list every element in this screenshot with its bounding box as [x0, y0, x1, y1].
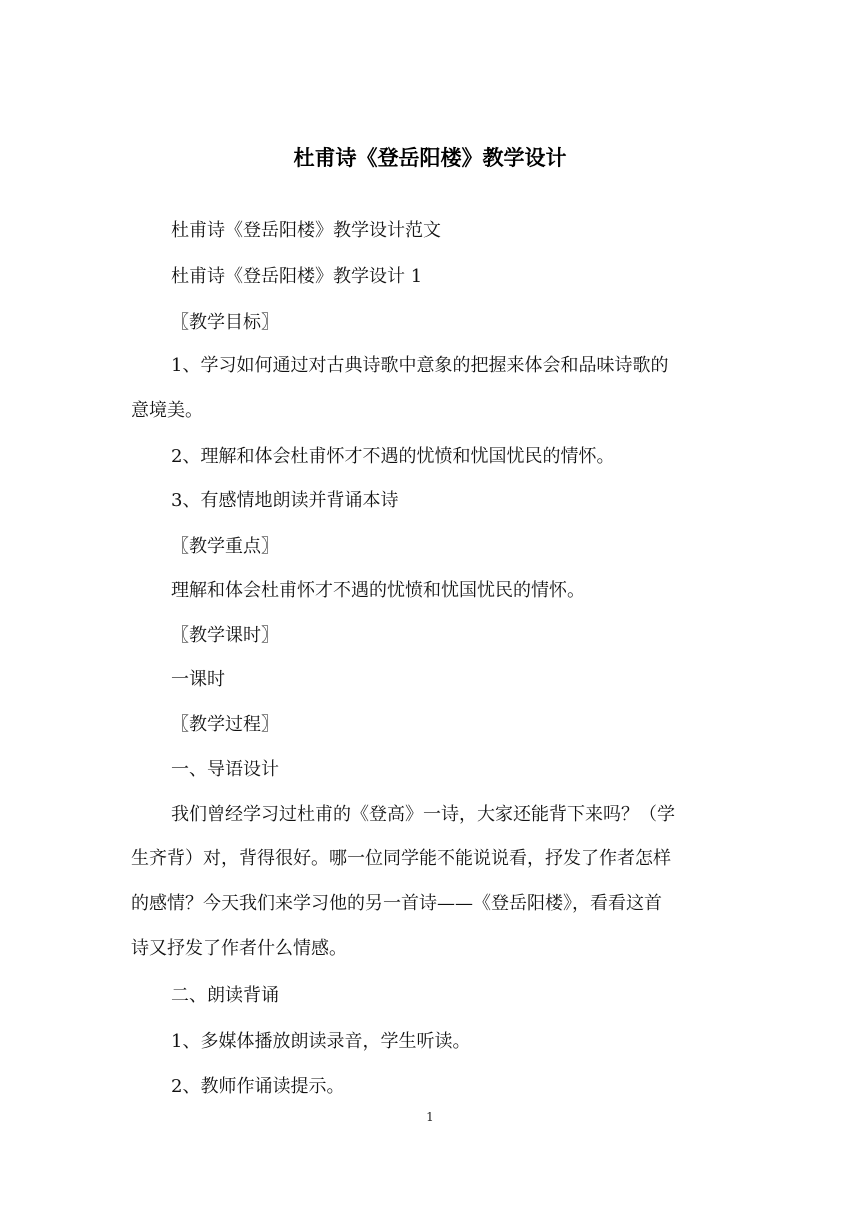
reading-step-2: 2、教师作诵读提示。: [171, 1076, 345, 1097]
focus-text: 理解和体会杜甫怀才不遇的忧愤和忧国忧民的情怀。: [171, 580, 585, 601]
heading-teaching-process: 〖教学过程〗: [171, 714, 279, 735]
goal-2: 2、理解和体会杜甫怀才不遇的忧愤和忧国忧民的情怀。: [171, 446, 615, 467]
reading-step-1: 1、多媒体播放朗读录音，学生听读。: [171, 1031, 471, 1052]
intro-paragraph-line-1: 我们曾经学习过杜甫的《登高》一诗，大家还能背下来吗？（学: [171, 804, 675, 825]
intro-paragraph-line-2: 生齐背）对，背得很好。哪一位同学能不能说说看，抒发了作者怎样: [131, 848, 671, 869]
class-hours-text: 一课时: [171, 669, 225, 690]
subtitle-line: 杜甫诗《登岳阳楼》教学设计范文: [171, 220, 441, 241]
heading-class-hours: 〖教学课时〗: [171, 625, 279, 646]
intro-paragraph-line-3: 的感情？今天我们来学习他的另一首诗——《登岳阳楼》，看看这首: [131, 893, 662, 914]
heading-teaching-focus: 〖教学重点〗: [171, 536, 279, 557]
intro-paragraph-line-4: 诗又抒发了作者什么情感。: [131, 938, 347, 959]
goal-3: 3、有感情地朗读并背诵本诗: [171, 490, 399, 511]
step-2-heading: 二、朗读背诵: [171, 985, 279, 1006]
goal-1-line-2: 意境美。: [131, 400, 203, 421]
document-title: 杜甫诗《登岳阳楼》教学设计: [293, 146, 567, 170]
section-heading-line: 杜甫诗《登岳阳楼》教学设计 1: [171, 266, 423, 287]
step-1-heading: 一、导语设计: [171, 759, 279, 780]
page-number: 1: [426, 1110, 434, 1124]
goal-1-line-1: 1、学习如何通过对古典诗歌中意象的把握来体会和品味诗歌的: [171, 355, 669, 376]
heading-teaching-goals: 〖教学目标〗: [171, 312, 279, 333]
